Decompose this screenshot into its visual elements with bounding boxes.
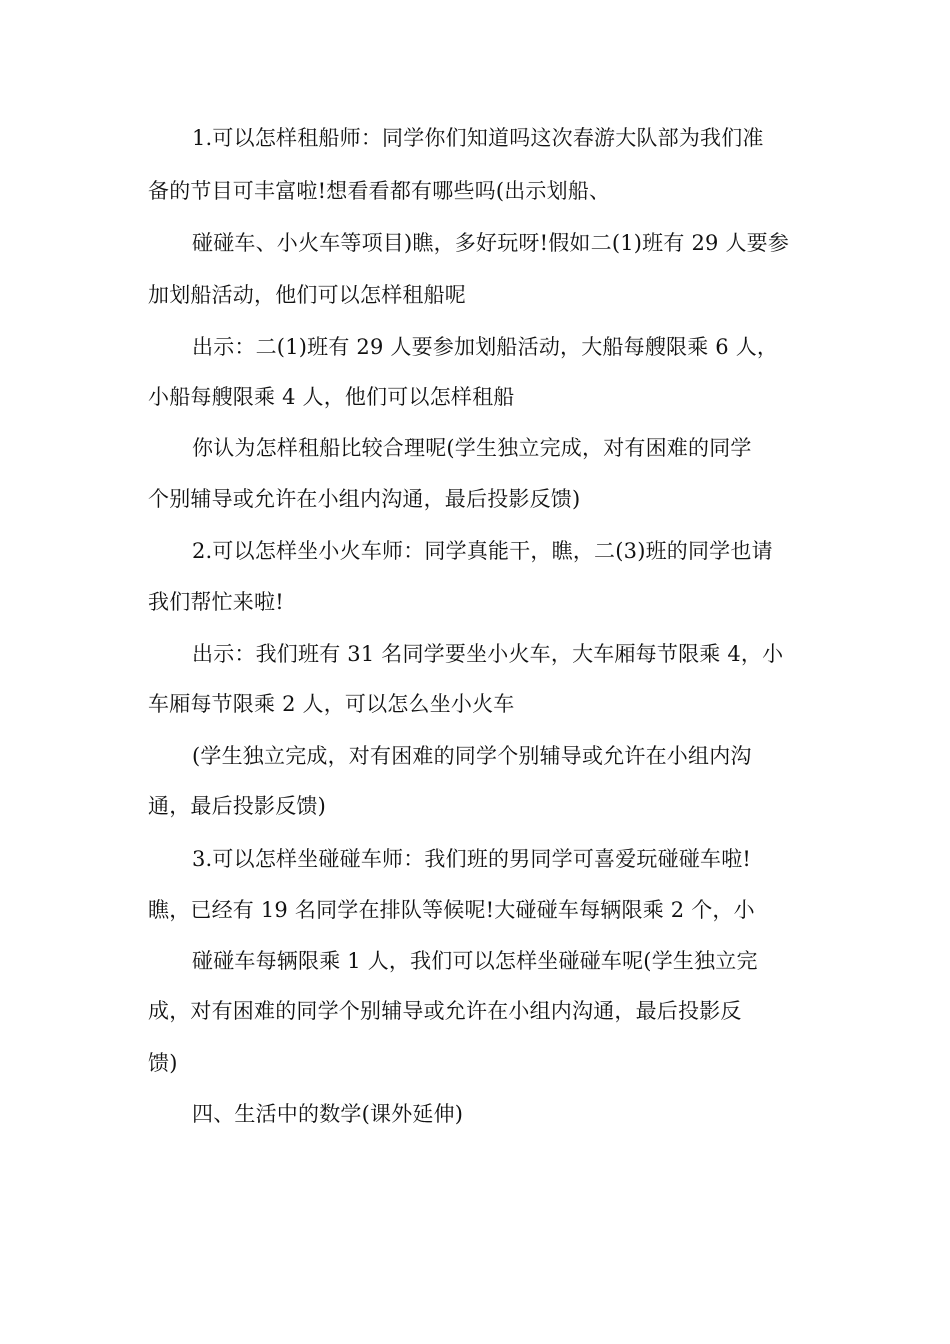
text-line: 碰碰车、小火车等项目)瞧，多好玩呀!假如二(1)班有 29 人要参 <box>192 231 790 255</box>
text-line: 成，对有困难的同学个别辅导或允许在小组内沟通，最后投影反 <box>148 999 742 1023</box>
text-line: 我们帮忙来啦! <box>148 590 284 614</box>
text-line: 出示：我们班有 31 名同学要坐小火车，大车厢每节限乘 4，小 <box>192 642 784 666</box>
text-line: (学生独立完成，对有困难的同学个别辅导或允许在小组内沟 <box>192 744 752 768</box>
text-line: 小船每艘限乘 4 人，他们可以怎样租船 <box>148 385 515 409</box>
text-line: 1.可以怎样租船师：同学你们知道吗这次春游大队部为我们准 <box>192 126 764 150</box>
text-line: 备的节目可丰富啦!想看看都有哪些吗(出示划船、 <box>148 179 611 203</box>
text-line: 2.可以怎样坐小火车师：同学真能干，瞧，二(3)班的同学也请 <box>192 539 773 563</box>
text-line: 碰碰车每辆限乘 1 人，我们可以怎样坐碰碰车呢(学生独立完 <box>192 949 758 973</box>
text-line: 馈) <box>148 1051 178 1075</box>
text-line: 你认为怎样租船比较合理呢(学生独立完成，对有困难的同学 <box>192 436 752 460</box>
text-line: 个别辅导或允许在小组内沟通，最后投影反馈) <box>148 487 581 511</box>
text-line: 通，最后投影反馈) <box>148 794 326 818</box>
text-line: 瞧，已经有 19 名同学在排队等候呢!大碰碰车每辆限乘 2 个，小 <box>148 898 755 922</box>
section-heading: 四、生活中的数学(课外延伸) <box>192 1102 464 1126</box>
text-line: 车厢每节限乘 2 人，可以怎么坐小火车 <box>148 692 515 716</box>
text-line: 出示：二(1)班有 29 人要参加划船活动，大船每艘限乘 6 人， <box>192 335 779 359</box>
text-line: 3.可以怎样坐碰碰车师：我们班的男同学可喜爱玩碰碰车啦! <box>192 847 752 871</box>
text-line: 加划船活动，他们可以怎样租船呢 <box>148 283 466 307</box>
